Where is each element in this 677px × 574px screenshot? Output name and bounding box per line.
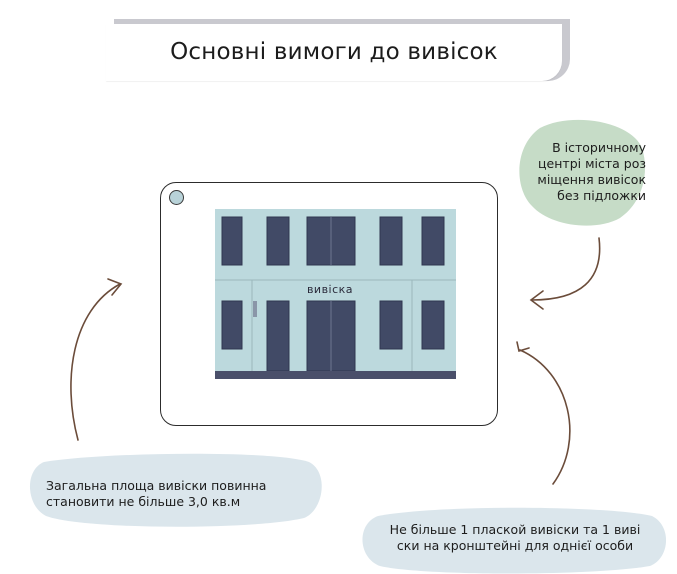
bracket-sign bbox=[253, 301, 257, 317]
limit-note-line: Не більше 1 плаской вивіски та 1 виві bbox=[389, 522, 641, 537]
page-title: Основні вимоги до вивісок bbox=[170, 39, 498, 65]
window bbox=[222, 217, 242, 265]
historic-note-line: центрі міста роз bbox=[538, 156, 646, 171]
arrow-bottom-right-head bbox=[517, 342, 529, 351]
window bbox=[380, 301, 402, 349]
door bbox=[267, 301, 289, 371]
area-note-line: Загальна площа вивіски повинна bbox=[46, 478, 267, 493]
window bbox=[267, 217, 289, 265]
historic-note bbox=[516, 140, 646, 204]
arrow-left bbox=[71, 284, 120, 440]
plinth bbox=[215, 371, 456, 379]
limit-note-line: ски на кронштейні для однієї особи bbox=[396, 538, 634, 553]
window bbox=[422, 301, 444, 349]
arrow-bottom-right bbox=[520, 350, 570, 484]
historic-note-line: без підложки bbox=[557, 188, 646, 203]
historic-note-line: міщення вивісок bbox=[537, 172, 646, 187]
limit-note bbox=[370, 522, 660, 554]
window bbox=[380, 217, 402, 265]
pin-icon bbox=[169, 190, 184, 205]
window bbox=[222, 301, 242, 349]
area-note bbox=[46, 478, 316, 510]
sign-label: вивіска bbox=[306, 283, 354, 296]
area-note-line: становити не більше 3,0 кв.м bbox=[46, 494, 241, 509]
historic-note-line: В історичному bbox=[552, 140, 646, 155]
window bbox=[422, 217, 444, 265]
